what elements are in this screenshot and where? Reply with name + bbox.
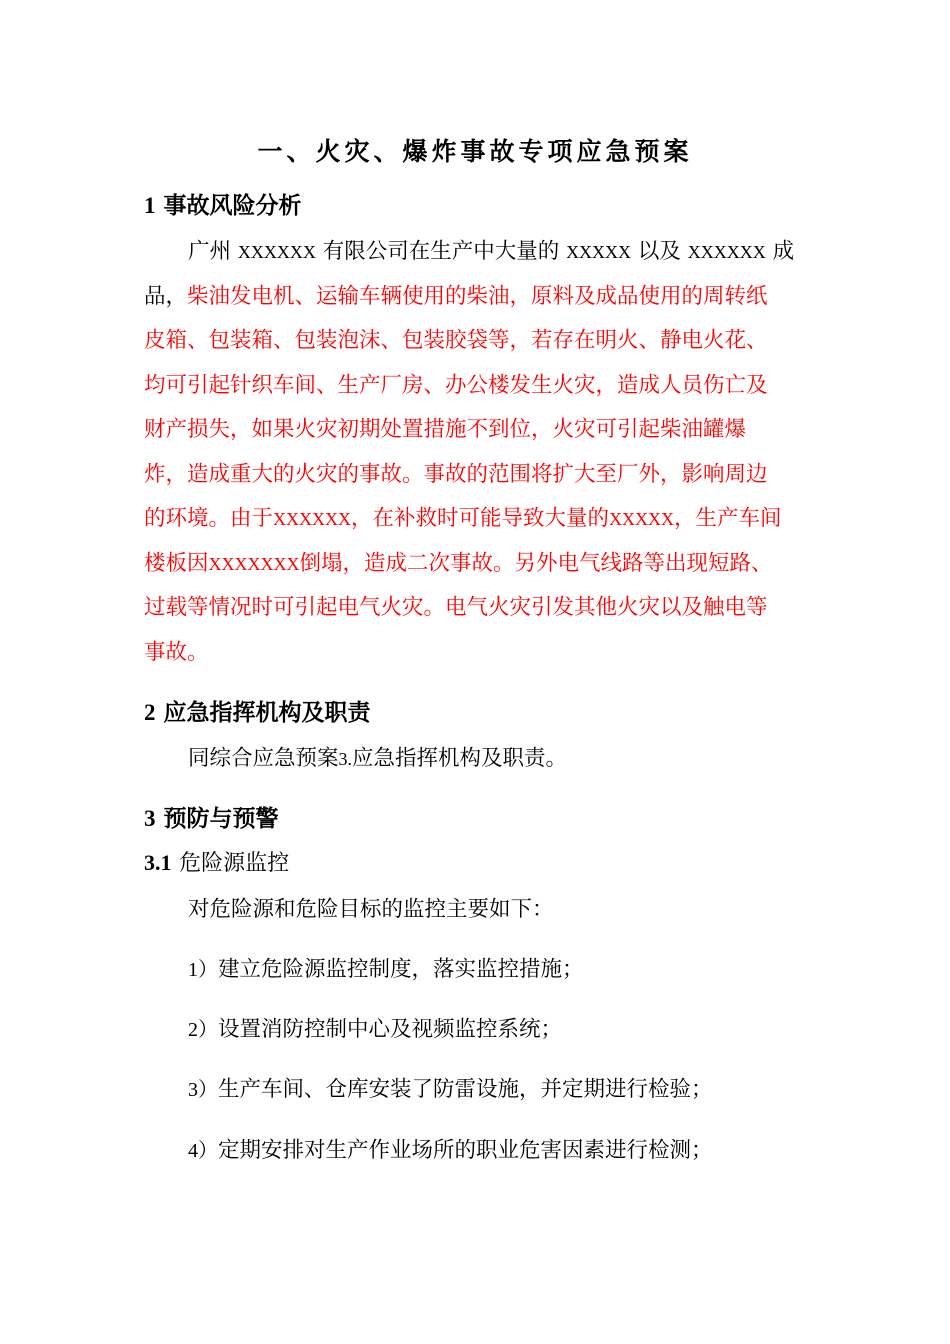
list-item	[188, 1013, 562, 1047]
list-item-index: 4）	[188, 1140, 218, 1162]
list-item-index: 1）	[188, 959, 218, 981]
text-run: 3.	[338, 749, 353, 769]
paragraph-line-5: 财产损失，如果火灾初期处置措施不到位，火灾可引起柴油罐爆	[144, 417, 747, 442]
section-1-title: 事故风险分析	[163, 192, 302, 219]
section-3-title: 预防与预警	[163, 805, 279, 832]
subsection-intro: 对危险源和危险目标的监控主要如下：	[188, 897, 554, 922]
paragraph-line-10: 事故。	[144, 639, 209, 665]
section-2-heading	[144, 696, 371, 730]
text-run: 有限公司在生产中大量的	[322, 239, 560, 264]
list-item-index: 2）	[188, 1019, 218, 1041]
section-1-number: 1	[144, 193, 156, 218]
text-run: 以及	[637, 239, 681, 264]
section-3-number: 3	[144, 806, 156, 831]
text-run: 应急指挥机构及职责。	[352, 746, 568, 771]
list-item-text: 设置消防控制中心及视频监控系统；	[218, 1017, 563, 1042]
text-run: 的环境。由于	[144, 506, 274, 531]
subsection-3-1-number: 3.1	[144, 850, 172, 875]
text-run: ，生产车间	[674, 506, 782, 531]
list-item-index: 3）	[188, 1079, 218, 1101]
masked-text: XXXXX	[566, 242, 632, 262]
list-item	[188, 1134, 713, 1168]
text-run: 品，	[144, 283, 188, 309]
text-run: 倒塌，造成二次事故。另外电气线路等出现短路、	[299, 550, 773, 576]
section-2-paragraph	[144, 737, 806, 782]
paragraph-line-4: 均可引起针织车间、生产厂房、办公楼发生火灾，造成人员伤亡及	[144, 372, 768, 398]
text-run: 同综合应急预案	[188, 746, 339, 771]
masked-text: XXXXXX	[237, 242, 316, 262]
subsection-3-1-title: 危险源监控	[179, 851, 290, 876]
masked-text: XXXXXX	[687, 242, 766, 262]
text-run: ，在补救时可能导致大量的	[351, 506, 610, 531]
list-item-text: 建立危险源监控制度，落实监控措施；	[218, 957, 584, 982]
paragraph-line-8	[144, 542, 806, 587]
masked-text: XXXXXX	[273, 509, 352, 529]
list-item-text: 生产车间、仓库安装了防雷设施，并定期进行检验；	[218, 1077, 713, 1102]
text-run: 楼板因	[144, 550, 209, 576]
paragraph-line-3: 皮箱、包装箱、包装泡沫、包装胶袋等，若存在明火、静电火花、	[144, 328, 768, 353]
document-title: 一、火灾、爆炸事故专项应急预案	[257, 137, 693, 166]
paragraph-line-7	[144, 497, 806, 542]
highlighted-text: 柴油发电机、运输车辆使用的柴油，原料及成品使用的周转纸	[187, 283, 768, 309]
text-run: 广州	[188, 239, 232, 264]
paragraph-line-1	[144, 230, 806, 275]
section-2-number: 2	[144, 700, 156, 725]
paragraph-line-9: 过载等情况时可引起电气火灾。电气火灾引发其他火灾以及触电等	[144, 595, 768, 620]
section-3-heading	[144, 802, 279, 836]
masked-text: XXXXX	[609, 509, 675, 529]
subsection-3-1-heading	[144, 846, 289, 881]
list-item	[188, 953, 584, 987]
paragraph-line-6: 炸，造成重大的火灾的事故。事故的范围将扩大至厂外，影响周边	[144, 461, 768, 487]
list-item	[188, 1073, 713, 1107]
section-1-heading	[144, 189, 302, 223]
masked-text: XXXXXXX	[208, 553, 300, 574]
text-run: 成	[772, 239, 795, 264]
section-2-text	[144, 737, 806, 782]
list-item-text: 定期安排对生产作业场所的职业危害因素进行检测；	[218, 1138, 713, 1163]
section-2-title: 应急指挥机构及职责	[163, 699, 371, 726]
section-1-paragraph	[144, 230, 806, 675]
paragraph-line-2	[144, 275, 806, 320]
